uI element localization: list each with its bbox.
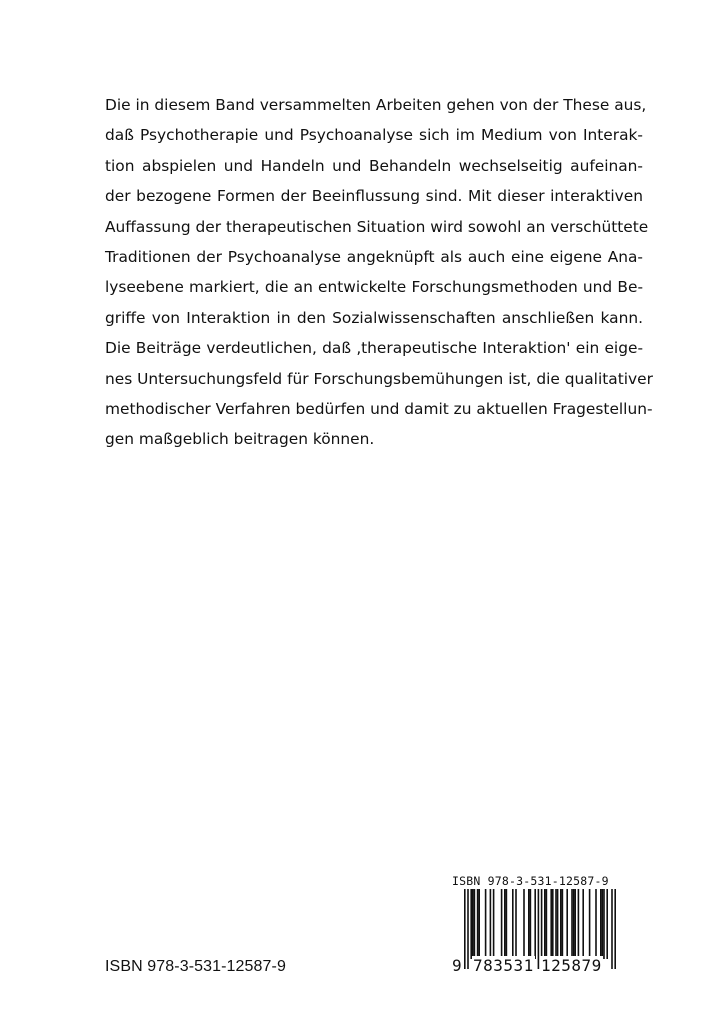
blurb-line: lyseebene markiert, die an entwickelte Forschungsmethoden und Be- — [105, 278, 643, 297]
barcode-bar — [501, 889, 503, 959]
blurb-line: der bezogene Formen der Beeinflussung sind. Mit dieser interaktiven — [105, 187, 643, 206]
blurb-line: griffe von Interaktion in den Sozialwissenschaften anschließen kann. — [105, 308, 643, 327]
blurb-line: Die in diesem Band versammelten Arbeiten gehen von der These aus, — [105, 96, 647, 114]
blurb-line: Die Beiträge verdeutlichen, daß ‚therapeutische Interaktion' ein eige- — [105, 339, 643, 358]
barcode-bar — [560, 889, 562, 959]
barcode-bar — [571, 889, 573, 959]
barcode-bar — [523, 889, 525, 959]
isbn-label: ISBN 978-3-531-12587-9 — [105, 958, 286, 975]
barcode-bar — [490, 889, 492, 959]
barcode-bar — [464, 889, 466, 969]
barcode-bar — [562, 889, 564, 959]
barcode-bar — [485, 889, 487, 959]
blurb-line: tion abspielen und Handeln und Behandeln wechselseitig aufeinan- — [105, 156, 643, 175]
barcode-bar — [530, 889, 532, 959]
barcode-bar — [595, 889, 597, 959]
blurb-line: Traditionen der Psychoanalyse angeknüpft als auch eine eigene Ana- — [105, 248, 643, 267]
barcode-bar — [550, 889, 552, 959]
barcode-bar — [504, 889, 506, 959]
barcode-bar — [614, 889, 616, 969]
barcode-bar — [478, 889, 480, 959]
barcode-bar — [600, 889, 602, 959]
barcode-bar — [603, 889, 605, 959]
blurb-line: daß Psychotherapie und Psychoanalyse sich im Medium von Interak- — [105, 126, 643, 145]
blurb-line: nes Untersuchungsfeld für Forschungsbemühungen ist, die qualitativer — [105, 369, 653, 388]
barcode-bar — [555, 889, 557, 959]
barcode-bar — [574, 889, 576, 959]
barcode-bar — [534, 889, 536, 959]
barcode-bar — [602, 889, 604, 959]
back-cover-blurb — [105, 90, 653, 455]
barcode-bar — [582, 889, 584, 959]
barcode-bar — [472, 889, 474, 959]
barcode-bar — [566, 889, 568, 959]
barcode-bar — [552, 889, 554, 959]
barcode-bar — [578, 889, 580, 959]
barcode-bar — [573, 889, 575, 959]
barcode-isbn-text: ISBN 978-3-531-12587-9 — [452, 874, 609, 888]
barcode-bar — [544, 889, 546, 959]
blurb-line: gen maßgeblich beitragen können. — [105, 430, 375, 449]
barcode-first-digit: 9 — [452, 956, 462, 975]
isbn-barcode — [450, 874, 618, 984]
barcode-bar — [467, 889, 469, 969]
barcode-bar — [477, 889, 479, 959]
barcode-bar — [470, 889, 472, 959]
barcode-bar — [515, 889, 517, 959]
barcode-bar — [493, 889, 495, 959]
barcode-bar — [611, 889, 613, 969]
barcode-bar — [557, 889, 559, 959]
barcode-bar — [512, 889, 514, 959]
blurb-line: Auffassung der therapeutischen Situation wird sowohl an verschüttete — [105, 217, 649, 236]
barcode-bar — [506, 889, 508, 959]
barcode-bar — [546, 889, 548, 959]
barcode-bar — [589, 889, 591, 959]
barcode-bar — [528, 889, 530, 959]
barcode-bar — [606, 889, 608, 959]
barcode-right-digits: 125879 — [541, 956, 602, 975]
barcode-left-digits: 783531 — [473, 956, 534, 975]
blurb-line: methodischer Verfahren bedürfen und damit zu aktuellen Fragestellun- — [105, 400, 653, 419]
barcode-bar — [474, 889, 476, 959]
barcode-bar — [538, 889, 540, 969]
